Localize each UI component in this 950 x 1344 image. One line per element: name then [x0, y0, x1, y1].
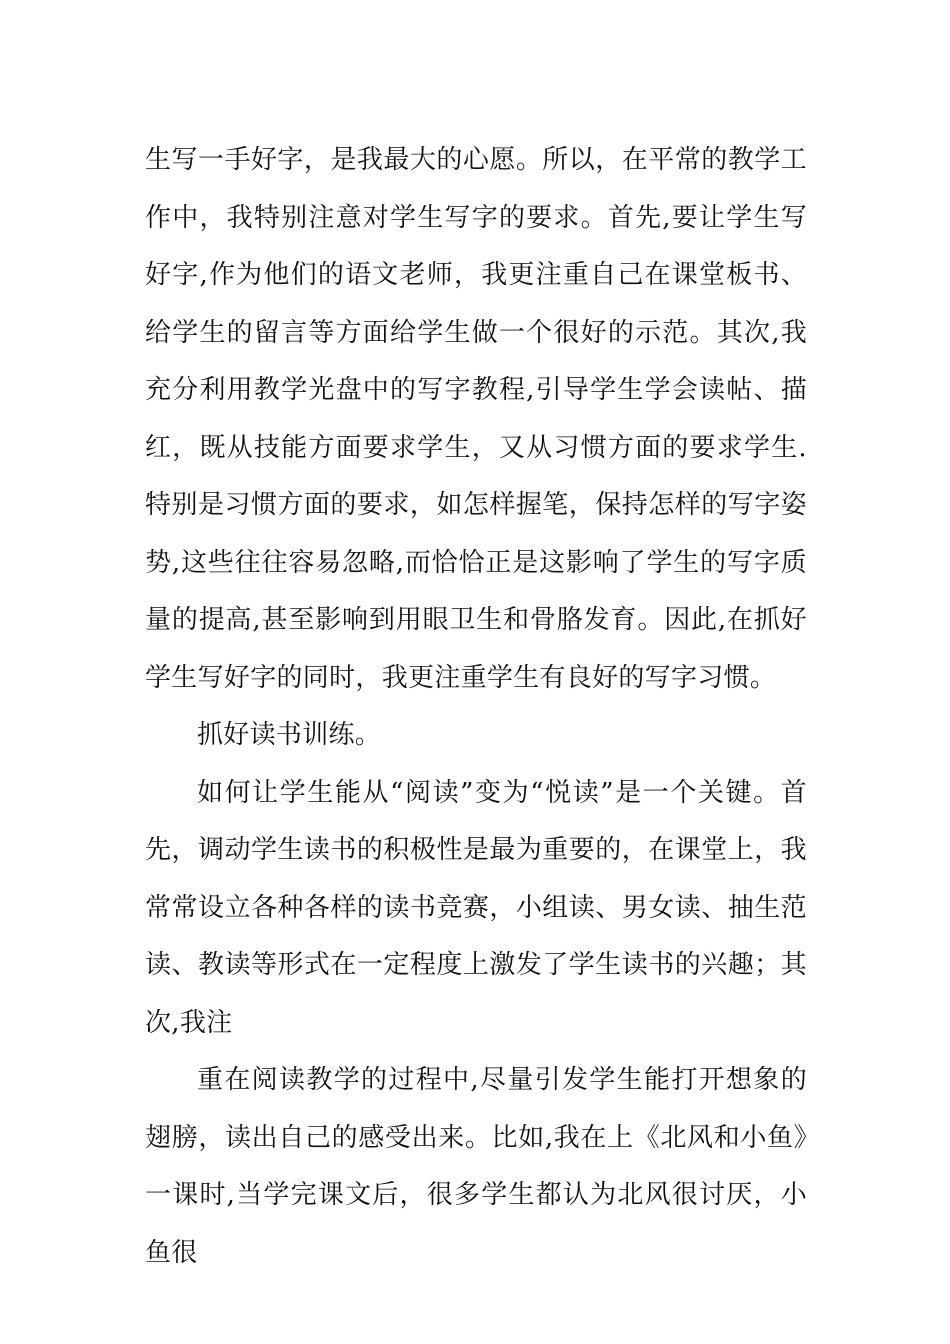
- paragraph-writing-habits: 生写一手好字，是我最大的心愿。所以，在平常的教学工作中，我特别注意对学生写字的要求。首先,要让学生写好字,作为他们的语文老师，我更注重自己在课堂板书、给学生的留言等方面给学生做一个很好的示范。其次,我充分利用教学光盘中的写字教程,引导学生学会读帖、描红，既从技能方面要求学生，又从习惯方面的要求学生.特别是习惯方面的要求，如怎样握笔，保持怎样的写字姿势,这些往往容易忽略,而恰恰正是这影响了学生的写字质量的提高,甚至影响到用眼卫生和骨胳发育。因此,在抓好学生写好字的同时，我更注重学生有良好的写字习惯。: [145, 145, 807, 693]
- document-body: [145, 132, 807, 1282]
- paragraph-reading-heading: 抓好读书训练。: [197, 720, 382, 750]
- paragraph-reading-imagination: 重在阅读教学的过程中,尽量引发学生能打开想象的翅膀，读出自己的感受出来。比如,我在上《北风和小鱼》一课时,当学完课文后，很多学生都认为北风很讨厌，小鱼很: [145, 1065, 807, 1268]
- paragraph-reading-interest: 如何让学生能从“阅读”变为“悦读”是一个关键。首先，调动学生读书的积极性是最为重要的，在课堂上，我常常设立各种各样的读书竞赛，小组读、男女读、抽生范读、教读等形式在一定程度上激发了学生读书的兴趣；其次,我注: [145, 777, 807, 1038]
